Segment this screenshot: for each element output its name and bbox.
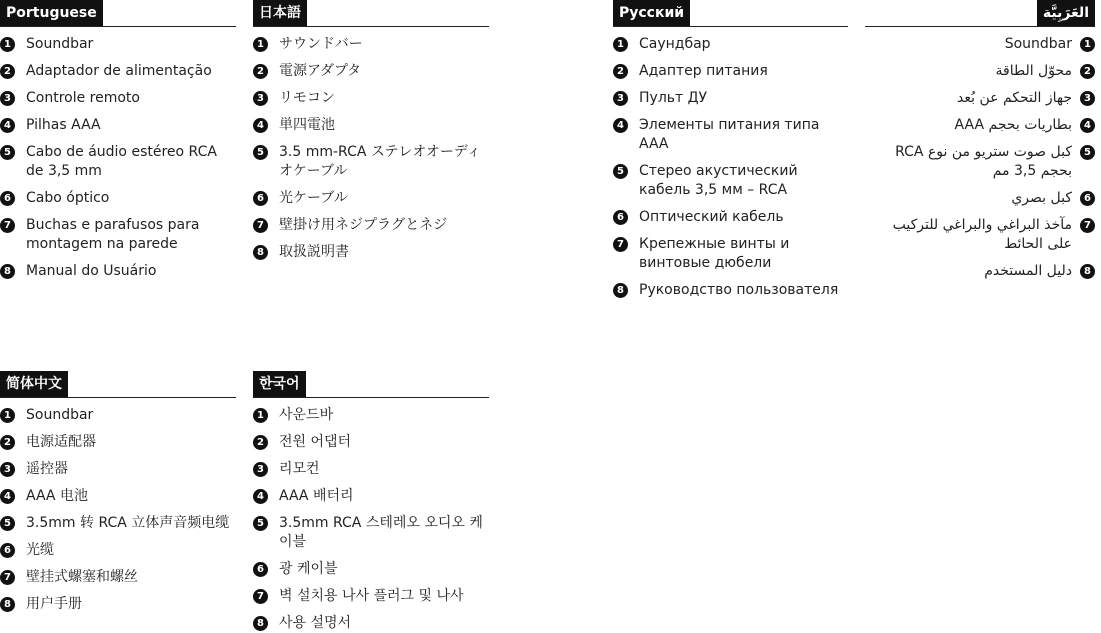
- number-badge: 3: [0, 91, 15, 106]
- list-item: [253, 514, 489, 552]
- list-item: [613, 89, 848, 108]
- list-item: [253, 433, 489, 452]
- number-badge: 6: [1080, 191, 1095, 206]
- list-item: [0, 116, 236, 135]
- section-russian: [613, 0, 848, 300]
- list-item: [253, 460, 489, 479]
- number-badge: 5: [613, 164, 628, 179]
- list-item: [865, 35, 1095, 54]
- item-text: بطاريات بحجم AAA: [954, 117, 1072, 133]
- list-item: [253, 243, 489, 262]
- number-badge: 1: [613, 37, 628, 52]
- list-item: [253, 406, 489, 425]
- item-text: Стерео акустический кабель 3,5 мм – RCA: [639, 163, 798, 198]
- section-header: [253, 0, 489, 27]
- list-item: [613, 162, 848, 200]
- item-list: [0, 406, 236, 614]
- item-text: جهاز التحكم عن بُعد: [957, 90, 1072, 106]
- list-item: [865, 189, 1095, 208]
- number-badge: 2: [0, 435, 15, 450]
- list-item: [0, 262, 236, 281]
- list-item: [865, 89, 1095, 108]
- number-badge: 8: [1080, 264, 1095, 279]
- list-item: [613, 281, 848, 300]
- list-item: [253, 216, 489, 235]
- number-badge: 5: [253, 145, 268, 160]
- list-item: [613, 62, 848, 81]
- list-item: [0, 189, 236, 208]
- number-badge: 1: [0, 408, 15, 423]
- number-badge: 7: [613, 237, 628, 252]
- item-text: 遥控器: [26, 461, 68, 477]
- item-text: 光缆: [26, 542, 54, 558]
- section-header: [0, 0, 236, 27]
- number-badge: 1: [1080, 37, 1095, 52]
- list-item: [865, 216, 1095, 254]
- list-item: [865, 262, 1095, 281]
- item-text: كبل بصري: [1011, 190, 1072, 206]
- number-badge: 4: [0, 118, 15, 133]
- number-badge: 6: [253, 191, 268, 206]
- section-arabic: [865, 0, 1095, 281]
- list-item: [253, 560, 489, 579]
- item-text: مآخذ البراغي والبراغي للتركيب على الحائط: [892, 217, 1072, 252]
- number-badge: 5: [253, 516, 268, 531]
- number-badge: 5: [0, 145, 15, 160]
- item-text: リモコン: [279, 90, 335, 106]
- section-header: [253, 371, 489, 398]
- item-text: 3.5mm 转 RCA 立体声音频电缆: [26, 515, 230, 531]
- number-badge: 7: [1080, 218, 1095, 233]
- list-item: [0, 514, 236, 533]
- list-item: [613, 208, 848, 227]
- list-item: [865, 143, 1095, 181]
- number-badge: 7: [0, 218, 15, 233]
- item-text: محوّل الطاقة: [995, 63, 1072, 79]
- item-text: Саундбар: [639, 36, 711, 52]
- item-text: Soundbar: [26, 407, 94, 423]
- item-text: 벽 설치용 나사 플러그 및 나사: [279, 588, 464, 604]
- number-badge: 4: [0, 489, 15, 504]
- section-portuguese: [0, 0, 236, 281]
- list-item: [613, 235, 848, 273]
- list-item: [0, 568, 236, 587]
- list-item: [253, 62, 489, 81]
- number-badge: 6: [0, 191, 15, 206]
- number-badge: 4: [1080, 118, 1095, 133]
- item-text: サウンドバー: [279, 36, 363, 52]
- item-text: Manual do Usuário: [26, 263, 157, 279]
- item-text: Руководство пользователя: [639, 282, 839, 298]
- list-item: [253, 614, 489, 633]
- number-badge: 3: [253, 462, 268, 477]
- list-item: [253, 143, 489, 181]
- list-item: [253, 587, 489, 606]
- item-text: 3.5 mm-RCA ステレオオーディオケーブル: [279, 144, 481, 179]
- list-item: [0, 35, 236, 54]
- section-title: Русский: [613, 0, 690, 26]
- section-header: [0, 371, 236, 398]
- number-badge: 7: [0, 570, 15, 585]
- list-item: [865, 62, 1095, 81]
- item-text: AAA 电池: [26, 488, 88, 504]
- item-list: [253, 406, 489, 633]
- number-badge: 4: [253, 489, 268, 504]
- number-badge: 5: [1080, 145, 1095, 160]
- list-item: [0, 216, 236, 254]
- item-text: 壁挂式螺塞和螺丝: [26, 569, 138, 585]
- item-list: [865, 35, 1095, 281]
- section-title: 한국어: [253, 371, 306, 397]
- section-header: [865, 0, 1095, 27]
- item-text: 사용 설명서: [279, 615, 352, 631]
- number-badge: 8: [253, 245, 268, 260]
- number-badge: 2: [0, 64, 15, 79]
- number-badge: 8: [253, 616, 268, 631]
- number-badge: 8: [613, 283, 628, 298]
- section-chinese: [0, 371, 236, 614]
- item-text: 사운드바: [279, 407, 334, 423]
- number-badge: 2: [1080, 64, 1095, 79]
- item-text: 用户手册: [26, 596, 82, 612]
- item-text: دليل المستخدم: [984, 263, 1072, 279]
- list-item: [253, 35, 489, 54]
- number-badge: 6: [253, 562, 268, 577]
- item-text: 単四電池: [279, 117, 335, 133]
- number-badge: 2: [253, 64, 268, 79]
- number-badge: 4: [253, 118, 268, 133]
- item-text: Пульт ДУ: [639, 90, 708, 106]
- list-item: [253, 116, 489, 135]
- number-badge: 2: [253, 435, 268, 450]
- item-text: Крепежные винты и винтовые дюбели: [639, 236, 790, 271]
- list-item: [0, 541, 236, 560]
- item-text: Soundbar: [1004, 36, 1072, 52]
- number-badge: 6: [0, 543, 15, 558]
- number-badge: 1: [0, 37, 15, 52]
- list-item: [0, 487, 236, 506]
- list-item: [0, 595, 236, 614]
- item-text: Элементы питания типа AAA: [639, 117, 820, 152]
- number-badge: 1: [253, 408, 268, 423]
- item-text: كبل صوت ستريو من نوع RCA بحجم 3,5 مم: [895, 144, 1072, 179]
- number-badge: 3: [0, 462, 15, 477]
- section-title: 日本語: [253, 0, 307, 26]
- item-text: Soundbar: [26, 36, 94, 52]
- item-text: Оптический кабель: [639, 209, 784, 225]
- section-korean: [253, 371, 489, 633]
- item-text: 3.5mm RCA 스테레오 오디오 케이블: [279, 515, 483, 550]
- number-badge: 1: [253, 37, 268, 52]
- item-text: 電源アダプタ: [279, 63, 362, 79]
- number-badge: 3: [613, 91, 628, 106]
- number-badge: 2: [613, 64, 628, 79]
- item-text: 리모컨: [279, 461, 320, 477]
- number-badge: 3: [253, 91, 268, 106]
- number-badge: 6: [613, 210, 628, 225]
- list-item: [0, 406, 236, 425]
- list-item: [0, 460, 236, 479]
- section-japanese: [253, 0, 489, 262]
- item-text: Cabo de áudio estéreo RCA de 3,5 mm: [26, 144, 217, 179]
- item-text: Buchas e parafusos para montagem na parede: [26, 217, 200, 252]
- number-badge: 8: [0, 264, 15, 279]
- item-list: [613, 35, 848, 300]
- section-title: العَرَبِيَّة: [1037, 0, 1095, 26]
- item-text: Pilhas AAA: [26, 117, 101, 133]
- item-text: 전원 어댑터: [279, 434, 352, 450]
- section-title: 简体中文: [0, 371, 68, 397]
- list-item: [253, 89, 489, 108]
- number-badge: 8: [0, 597, 15, 612]
- item-text: 壁掛け用ネジプラグとネジ: [279, 217, 448, 233]
- list-item: [613, 116, 848, 154]
- item-text: 광 케이블: [279, 561, 338, 577]
- item-list: [0, 35, 236, 281]
- list-item: [0, 89, 236, 108]
- number-badge: 4: [613, 118, 628, 133]
- number-badge: 7: [253, 589, 268, 604]
- item-text: 光ケーブル: [279, 190, 348, 206]
- item-text: Cabo óptico: [26, 190, 110, 206]
- item-text: 电源适配器: [26, 434, 96, 450]
- number-badge: 3: [1080, 91, 1095, 106]
- list-item: [613, 35, 848, 54]
- section-title: Portuguese: [0, 0, 103, 26]
- item-text: 取扱説明書: [279, 244, 349, 260]
- item-list: [253, 35, 489, 262]
- item-text: Controle remoto: [26, 90, 140, 106]
- list-item: [0, 143, 236, 181]
- list-item: [253, 189, 489, 208]
- list-item: [253, 487, 489, 506]
- item-text: AAA 배터리: [279, 488, 354, 504]
- list-item: [0, 62, 236, 81]
- list-item: [865, 116, 1095, 135]
- list-item: [0, 433, 236, 452]
- section-header: [613, 0, 848, 27]
- item-text: Адаптер питания: [639, 63, 768, 79]
- item-text: Adaptador de alimentação: [26, 63, 212, 79]
- number-badge: 5: [0, 516, 15, 531]
- number-badge: 7: [253, 218, 268, 233]
